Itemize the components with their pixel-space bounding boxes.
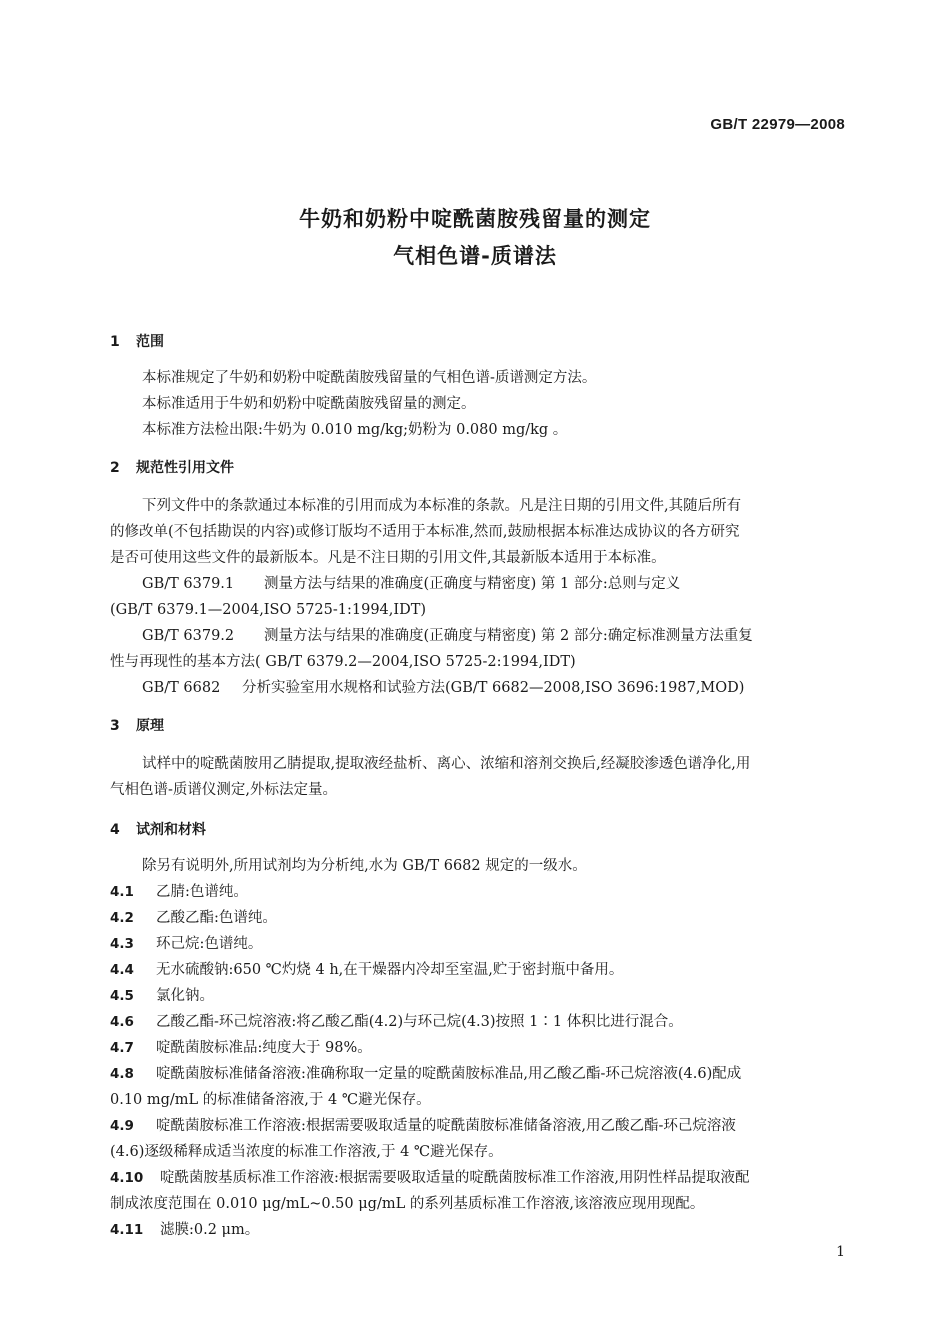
- item-number: 4.10: [110, 1170, 144, 1186]
- item-text: 乙腈:色谱纯。: [156, 884, 248, 900]
- section-number: 4: [110, 822, 120, 838]
- list-item: [110, 906, 850, 930]
- paragraph: 除另有说明外,所用试剂均为分析纯,水为 GB/T 6682 规定的一级水。: [142, 858, 587, 874]
- item-text: 乙酸乙酯:色谱纯。: [156, 910, 277, 926]
- section-title: 原理: [136, 718, 164, 734]
- paragraph: 本标准规定了牛奶和奶粉中啶酰菌胺残留量的气相色谱-质谱测定方法。: [142, 370, 597, 386]
- standard-code: GB/T 22979—2008: [710, 116, 845, 133]
- list-item: [110, 1114, 850, 1138]
- item-number: 4.7: [110, 1040, 134, 1056]
- section-number: 3: [110, 718, 120, 734]
- item-number: 4.11: [110, 1222, 144, 1238]
- item-text: 啶酰菌胺基质标准工作溶液:根据需要吸取适量的啶酰菌胺标准工作溶液,用阴性样品提取液配: [160, 1170, 750, 1186]
- list-item: [110, 1010, 850, 1034]
- paragraph: 本标准适用于牛奶和奶粉中啶酰菌胺残留量的测定。: [142, 396, 476, 412]
- section-title: 范围: [136, 334, 164, 350]
- item-text: 啶酰菌胺标准储备溶液:准确称取一定量的啶酰菌胺标准品,用乙酸乙酯-环己烷溶液(4.6)配成: [156, 1066, 742, 1082]
- item-text: 啶酰菌胺标准品:纯度大于 98%。: [156, 1040, 372, 1056]
- item-number: 4.3: [110, 936, 134, 952]
- item-number: 4.2: [110, 910, 134, 926]
- normative-reference: [142, 676, 850, 700]
- item-number: 4.5: [110, 988, 134, 1004]
- list-item: [110, 932, 850, 956]
- reference-code: GB/T 6379.1: [142, 576, 235, 592]
- section-heading: [110, 818, 850, 842]
- list-item: [110, 880, 850, 904]
- paragraph-line: 下列文件中的条款通过本标准的引用而成为本标准的条款。凡是注日期的引用文件,其随后所有: [142, 498, 742, 514]
- item-number: 4.4: [110, 962, 134, 978]
- item-number: 4.1: [110, 884, 134, 900]
- reference-title: 测量方法与结果的准确度(正确度与精密度) 第 1 部分:总则与定义: [264, 576, 681, 592]
- reference-continuation: 性与再现性的基本方法( GB/T 6379.2—2004,ISO 5725-2:1994,IDT): [110, 654, 576, 670]
- item-text: 无水硫酸钠:650 ℃灼烧 4 h,在干燥器内冷却至室温,贮于密封瓶中备用。: [156, 962, 624, 978]
- item-continuation: 制成浓度范围在 0.010 μg/mL~0.50 μg/mL 的系列基质标准工作溶液,该溶液应现用现配。: [110, 1196, 705, 1212]
- section-number: 2: [110, 460, 120, 476]
- item-continuation: (4.6)逐级稀释成适当浓度的标准工作溶液,于 4 ℃避光保存。: [110, 1144, 503, 1160]
- reference-continuation: (GB/T 6379.1—2004,ISO 5725-1:1994,IDT): [110, 602, 427, 618]
- section-number: 1: [110, 334, 120, 350]
- section-heading: [110, 456, 850, 480]
- item-number: 4.9: [110, 1118, 134, 1134]
- item-number: 4.6: [110, 1014, 134, 1030]
- paragraph-line: 气相色谱-质谱仪测定,外标法定量。: [110, 782, 338, 798]
- paragraph-line: 试样中的啶酰菌胺用乙腈提取,提取液经盐析、离心、浓缩和溶剂交换后,经凝胶渗透色谱净化,用: [142, 756, 751, 772]
- reference-title: 分析实验室用水规格和试验方法(GB/T 6682—2008,ISO 3696:1987,MOD): [242, 680, 745, 696]
- section-title: 试剂和材料: [136, 822, 206, 838]
- reference-title: 测量方法与结果的准确度(正确度与精密度) 第 2 部分:确定标准测量方法重复: [264, 628, 753, 644]
- section-heading: [110, 714, 850, 738]
- reference-code: GB/T 6682: [142, 680, 221, 696]
- item-text: 滤膜:0.2 μm。: [160, 1222, 260, 1238]
- item-continuation: 0.10 mg/mL 的标准储备溶液,于 4 ℃避光保存。: [110, 1092, 431, 1108]
- section-title: 规范性引用文件: [136, 460, 234, 476]
- list-item: [110, 1036, 850, 1060]
- item-text: 氯化钠。: [156, 988, 214, 1004]
- paragraph: 本标准方法检出限:牛奶为 0.010 mg/kg;奶粉为 0.080 mg/kg 。: [142, 422, 568, 438]
- item-text: 乙酸乙酯-环己烷溶液:将乙酸乙酯(4.2)与环己烷(4.3)按照 1∶1 体积比进行混合。: [156, 1014, 683, 1030]
- list-item: [110, 984, 850, 1008]
- page-number: 1: [836, 1244, 845, 1260]
- paragraph-line: 的修改单(不包括勘误的内容)或修订版均不适用于本标准,然而,鼓励根据本标准达成协议的各方研究: [110, 524, 740, 540]
- list-item: [110, 1166, 850, 1190]
- list-item: [110, 1218, 850, 1242]
- normative-reference: [142, 624, 850, 648]
- item-number: 4.8: [110, 1066, 134, 1082]
- normative-reference: [142, 572, 850, 596]
- paragraph-line: 是否可使用这些文件的最新版本。凡是不注日期的引用文件,其最新版本适用于本标准。: [110, 550, 666, 566]
- section-heading: [110, 330, 850, 354]
- document-title-line-1: 牛奶和奶粉中啶酰菌胺残留量的测定: [299, 207, 651, 231]
- reference-code: GB/T 6379.2: [142, 628, 235, 644]
- item-text: 环己烷:色谱纯。: [156, 936, 263, 952]
- list-item: [110, 1062, 850, 1086]
- list-item: [110, 958, 850, 982]
- item-text: 啶酰菌胺标准工作溶液:根据需要吸取适量的啶酰菌胺标准储备溶液,用乙酸乙酯-环己烷溶液: [156, 1118, 736, 1134]
- document-title-line-2: 气相色谱-质谱法: [393, 244, 557, 268]
